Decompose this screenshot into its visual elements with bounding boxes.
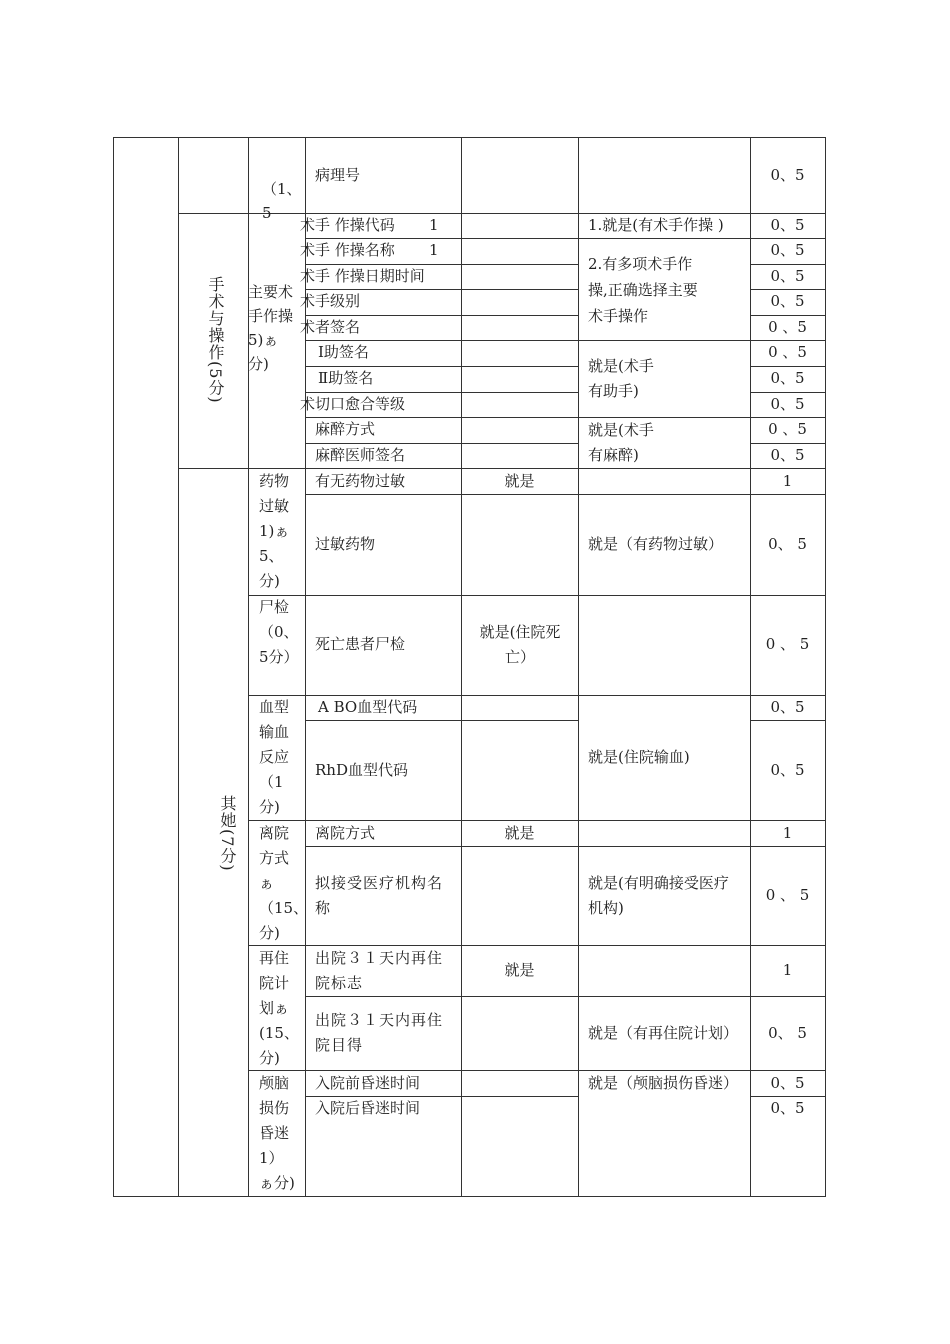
sub-label-coma: 颅脑损伤昏迷1）ぁ分)	[259, 1074, 295, 1192]
score-incision-healing: 0、5	[770, 395, 805, 413]
sub-label-main-operation: 主要术手作操5)ぁ分)	[248, 283, 294, 373]
item-readmission-purpose: 出院３１天内再住院目得	[315, 1011, 444, 1054]
score-abo-code: 0、5	[770, 698, 805, 716]
group-label-other: 其她(7分)	[218, 795, 237, 872]
table-bottom-border	[113, 1196, 826, 1197]
item-pathology-number: 病理号	[315, 166, 361, 184]
sub-label-pathology: （1、5	[262, 180, 302, 222]
group-label-surgery: 手术与操作(5分)	[206, 276, 225, 404]
condition-has-assistant: 就是(术手有助手)	[588, 357, 654, 400]
score-op-code: 0、5	[770, 216, 805, 234]
item-op-datetime: 术手 作操日期时间	[300, 267, 425, 285]
item-assistant2-signature: Ⅱ助签名	[318, 369, 374, 387]
row-divider	[750, 720, 825, 721]
score-readmission-purpose: 0、 5	[768, 1024, 807, 1042]
sub-label-readmission: 再住院计划ぁ(15、分)	[259, 949, 299, 1067]
row-divider	[248, 595, 825, 596]
score-pathology-number: 0、5	[770, 166, 805, 184]
item-assistant1-signature: Ⅰ助签名	[318, 343, 369, 361]
item-anesthesia-method: 麻醉方式	[315, 420, 376, 438]
item-abo-code: A BO血型代码	[318, 698, 418, 716]
score-readmission-flag: 1	[782, 961, 793, 979]
item-incision-healing: 术切口愈合等级	[300, 395, 406, 413]
condition-brain-injury-coma: 就是（颅脑损伤昏迷）	[588, 1074, 739, 1092]
score-allergy-drug: 0、 5	[768, 535, 807, 553]
condition-readmission-plan: 就是（有再住院计划）	[588, 1024, 739, 1042]
item-coma-before-admission: 入院前昏迷时间	[315, 1074, 421, 1092]
row-divider	[305, 996, 825, 997]
condition-allergy-drug: 就是（有药物过敏）	[588, 535, 724, 553]
col-divider	[578, 137, 579, 1196]
required-readmission-flag: 就是	[504, 961, 535, 979]
sub-label-discharge: 离院方式ぁ（15、分)	[259, 824, 309, 942]
condition-has-anesthesia: 就是(术手有麻醉)	[588, 421, 654, 464]
item-discharge-method: 离院方式	[315, 824, 376, 842]
table-top-border	[113, 137, 826, 138]
row-divider	[305, 494, 825, 495]
item-anesthetist-signature: 麻醉医师签名	[315, 446, 406, 464]
condition-multiple-operations: 2.有多项术手作操,正确选择主要术手操作	[588, 255, 698, 325]
score-anesthetist-signature: 0、5	[770, 446, 805, 464]
item-readmission-flag: 出院３１天内再住院标志	[315, 949, 444, 992]
required-has-allergy: 就是	[504, 472, 535, 490]
item-rhd-code: RhD血型代码	[315, 761, 408, 779]
score-op-datetime: 0、5	[770, 267, 805, 285]
item-autopsy: 死亡患者尸检	[315, 635, 406, 653]
score-assistant1-signature: 0 、5	[768, 343, 807, 361]
row-divider	[305, 720, 578, 721]
num-op-name: 1	[429, 241, 439, 259]
item-op-code: 术手 作操代码	[300, 216, 395, 234]
required-discharge-method: 就是	[504, 824, 535, 842]
score-anesthesia-method: 0 、5	[768, 420, 807, 438]
score-autopsy: 0 、 5	[765, 635, 810, 653]
row-divider	[305, 340, 825, 341]
item-op-level: 术手级别	[300, 292, 361, 310]
col-divider	[178, 137, 179, 1196]
score-coma-after-admission: 0、5	[770, 1099, 805, 1117]
score-has-allergy: 1	[782, 472, 793, 490]
row-divider	[305, 846, 825, 847]
score-rhd-code: 0、5	[770, 761, 805, 779]
table-left-border	[113, 137, 114, 1196]
item-receiving-institution: 拟接受医疗机构名称	[315, 874, 444, 917]
col-divider	[461, 137, 462, 1196]
item-allergy-drug: 过敏药物	[315, 535, 376, 553]
score-assistant2-signature: 0、5	[770, 369, 805, 387]
item-coma-after-admission: 入院后昏迷时间	[315, 1099, 421, 1117]
item-surgeon-signature: 术者签名	[300, 318, 361, 336]
item-op-name: 术手 作操名称	[300, 241, 395, 259]
row-divider	[305, 417, 825, 418]
sub-label-allergy: 药物过敏1)ぁ5、分)	[259, 472, 290, 590]
item-has-allergy: 有无药物过敏	[315, 472, 406, 490]
table-right-border	[825, 137, 826, 1196]
score-discharge-method: 1	[782, 824, 793, 842]
score-surgeon-signature: 0 、5	[768, 318, 807, 336]
condition-has-operation: 1.就是(有术手作操 )	[588, 216, 724, 234]
score-op-level: 0、5	[770, 292, 805, 310]
sub-label-blood: 血型输血反应（1分)	[259, 698, 290, 816]
score-coma-before-admission: 0、5	[770, 1074, 805, 1092]
score-receiving-institution: 0 、 5	[765, 886, 810, 904]
required-autopsy: 就是(住院死亡）	[479, 623, 561, 666]
sub-label-autopsy: 尸检（0、5分）	[259, 598, 299, 666]
condition-receiving-institution: 就是(有明确接受医疗机构)	[588, 874, 729, 917]
condition-transfusion: 就是(住院输血)	[588, 748, 690, 766]
score-op-name: 0、5	[770, 241, 805, 259]
num-op-code: 1	[429, 216, 439, 234]
